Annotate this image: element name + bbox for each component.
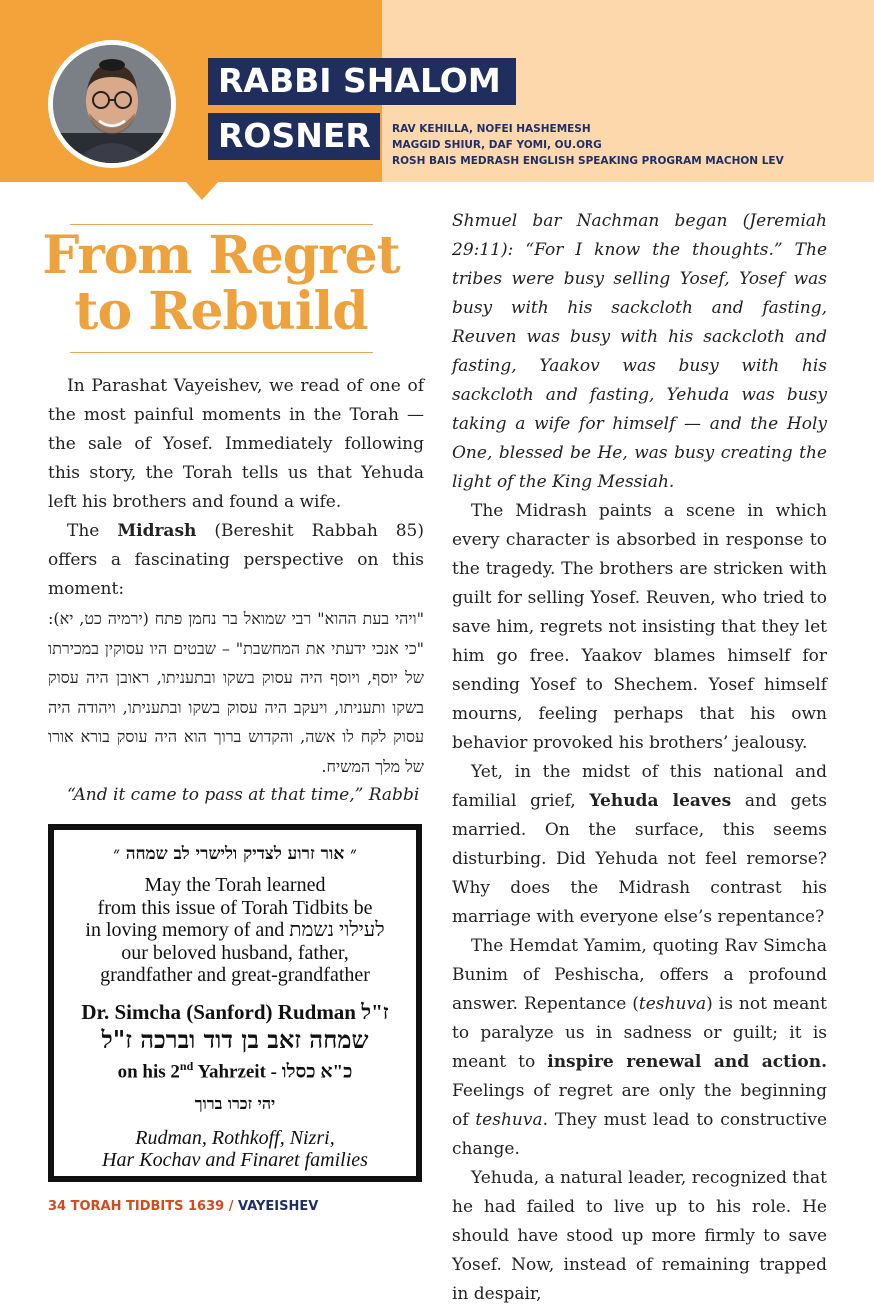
right-column [452, 207, 827, 1309]
article-title [40, 225, 402, 342]
dedication-zecher: יהי זכרו ברוך [194, 1093, 276, 1113]
dedication-families: Har Kochav and Finaret families [102, 1149, 368, 1172]
title-rule-bottom [70, 352, 373, 353]
author-name-line2: ROSNER [208, 113, 380, 160]
header-notch [186, 182, 218, 200]
author-role: ROSH BAIS MEDRASH ENGLISH SPEAKING PROGRAM MACHON LEV [392, 155, 784, 167]
paragraph: In Parashat Vayeishev, we read of one of the most painful moments in the Torah — the sale of Yosef. Immediately following this story, the Torah tells us that Yehuda left his brothers and found a wife. [48, 376, 424, 512]
dedication-line: from this issue of Torah Tidbits be [97, 896, 373, 919]
bold-term: Midrash [117, 521, 197, 541]
page-footer: 34 TORAH TIDBITS 1639 / VAYEISHEV [48, 1199, 319, 1214]
paragraph: Shmuel bar Nachman began (Jeremiah 29:11): “For I know the thoughts.” The tribes were busy selling Yosef, Yosef was busy with his sackcloth and fasting, Reuven was busy with his sackcloth and fasting, Yaakov was busy with his sackcloth and fasting, Yehuda was busy taking a wife for himself — and the Holy One, blessed be He, was busy creating the light of the King Messiah. [452, 211, 827, 492]
dedication-line: grandfather and great-grandfather [100, 964, 370, 986]
author-name-line1: RABBI SHALOM [208, 58, 516, 105]
article-title-line1: From Regret [42, 225, 400, 286]
dedication-name-english: Dr. Simcha (Sanford) Rudman ז"ל [81, 999, 389, 1024]
author-role: RAV KEHILLA, NOFEI HASHEMESH [392, 123, 591, 135]
paragraph: “And it came to pass at that time,” Rabbi [67, 785, 420, 805]
article-title-line2: to Rebuild [74, 281, 368, 342]
paragraph: Yehuda, a natural leader, recognized that he had failed to live up to his role. He should have stood up more firmly to save Yosef. Now, instead of remaining trapped in despair, [452, 1168, 827, 1304]
author-roles [392, 121, 784, 169]
paragraph: The Midrash (Bereshit Rabbah 85) offers a fascinating perspective on this moment: [48, 521, 424, 599]
dedication-line: in loving memory of and לעילוי נשמת [85, 919, 385, 941]
dedication-yahrzeit: on his 2nd Yahrzeit - כ"א כסלו [117, 1058, 353, 1082]
dedication-line: May the Torah learned [144, 874, 326, 896]
author-role: MAGGID SHIUR, DAF YOMI, OU.ORG [392, 139, 602, 151]
bold-term: Yehuda leaves [589, 791, 732, 811]
paragraph: The Midrash paints a scene in which every character is absorbed in response to the tragedy. The brothers are stricken with guilt for selling Yosef. Reuven, who tried to save him, regrets not insisting that they let him go free. Yaakov blames himself for sending Yosef to Shechem. Yosef himself mourns, feeling perhaps that his own behavior provoked his brothers’ jealousy. [452, 501, 827, 753]
dedication-line: our beloved husband, father, [121, 941, 349, 964]
left-column [48, 372, 424, 810]
hebrew-quote: "ויהי בעת ההוא" רבי שמואל בר נחמן פתח (ירמיה כט, יא): "כי אנכי ידעתי את המחשבת" – שבטים היו עסוקין במכירתו של יוסף, ויוסף היה עסוק בשקו ובתעניתו, ראובן היה עסוק בשקו ותעניתו, ויעקב היה עסוק בשקו ובתעניתו, ויהודה היה עסוק לקח לו אשה, והקדוש ברוך הוא היה עוסק בורא אורו של מלך המשיח. [48, 609, 424, 776]
bold-term: inspire renewal and action. [547, 1052, 827, 1072]
author-photo-icon [53, 45, 171, 163]
dedication-name-hebrew: שמחה זאב בן דוד וברכה ז"ל [101, 1024, 369, 1054]
footer-parsha: VAYEISHEV [238, 1199, 319, 1214]
paragraph: Yet, in the midst of this national and familial grief, Yehuda leaves and gets married. On the surface, this seems disturbing. Did Yehuda not feel remorse? Why does the Midrash contrast his marriage with everyone else’s repentance? [452, 762, 827, 927]
dedication-box [48, 824, 422, 1182]
dedication-hebrew-verse: ״ אור זרוע לצדיק ולישרי לב שמחה ״ [113, 844, 357, 864]
paragraph: The Hemdat Yamim, quoting Rav Simcha Bunim of Peshischa, offers a profound answer. Repentance (teshuva) is not meant to paralyze us in sadness or guilt; it is meant to inspire renewal and action. Feelings of regret are only the beginning of teshuva. They must lead to constructive change. [452, 936, 827, 1159]
dedication-families: Rudman, Rothkoff, Nizri, [135, 1126, 335, 1149]
footer-page-publication: 34 TORAH TIDBITS 1639 [48, 1199, 225, 1214]
author-avatar [48, 40, 176, 168]
